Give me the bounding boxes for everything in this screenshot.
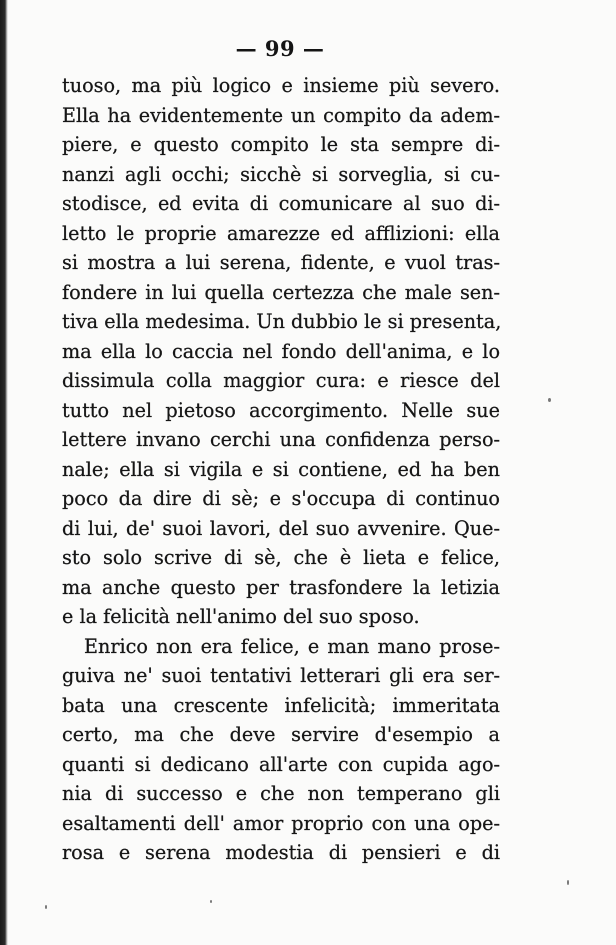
text-line: certo, ma che deve servire d'esempio a [62, 723, 500, 746]
text-line: tiva ella medesima. Un dubbio le si presenta, [62, 310, 502, 333]
page-number: — 99 — [235, 36, 325, 61]
paper-speck [548, 398, 551, 402]
text-line: Ella ha evidentemente un compito da adem- [62, 103, 500, 127]
text-line: ma ella lo caccia nel fondo dell'anima, e lo [62, 339, 500, 363]
text-line: lettere invano cerchi una confidenza perso- [62, 428, 500, 451]
paper-speck [45, 905, 47, 909]
text-line: stodisce, ed evita di comunicare al suo di- [62, 192, 500, 215]
text-line: esaltamenti dell' amor proprio con una ope- [62, 811, 500, 835]
text-line: poco da dire di sè; e s'occupa di continuo [62, 487, 500, 510]
text-line: tuoso, ma più logico e insieme più severo. [62, 74, 500, 97]
text-line: Enrico non era felice, e man mano prose- [84, 634, 500, 658]
text-line: piere, e questo compito le sta sempre di- [62, 133, 500, 156]
text-line: fondere in lui quella certezza che male sen- [62, 280, 500, 304]
text-line: bata una crescente infelicità; immeritata [62, 693, 500, 717]
text-line: nale; ella si vigila e si contiene, ed ha ben [62, 457, 500, 481]
text-line: si mostra a lui serena, fidente, e vuol tras- [62, 251, 500, 274]
text-line: sto solo scrive di sè, che è lieta e felice, [62, 546, 500, 569]
body-text [62, 71, 500, 868]
text-line: ma anche questo per trasfondere la letizia [62, 575, 500, 599]
text-line: rosa e serena modestia di pensieri e di [62, 841, 500, 864]
paper-speck [567, 880, 569, 885]
text-line: guiva ne' suoi tentativi letterari gli era ser- [62, 664, 500, 687]
text-line: tutto nel pietoso accorgimento. Nelle sue [62, 398, 500, 422]
text-line: letto le proprie amarezze ed afflizioni: ella [62, 221, 500, 245]
text-line: e la felicità nell'animo del suo sposo. [62, 605, 420, 628]
paragraph-1 [62, 71, 500, 632]
text-line: quanti si dedicano all'arte con cupida ago- [62, 752, 500, 776]
text-line: nanzi agli occhi; sicchè si sorveglia, si cu- [62, 162, 500, 186]
text-line: dissimula colla maggior cura: e riesce del [62, 369, 500, 392]
page-binding-edge [0, 0, 8, 945]
text-line: di lui, de' suoi lavori, del suo avvenire. Que- [62, 516, 500, 540]
paragraph-2 [62, 632, 500, 868]
paper-speck [210, 900, 212, 903]
text-line: nia di successo e che non temperano gli [62, 782, 500, 805]
